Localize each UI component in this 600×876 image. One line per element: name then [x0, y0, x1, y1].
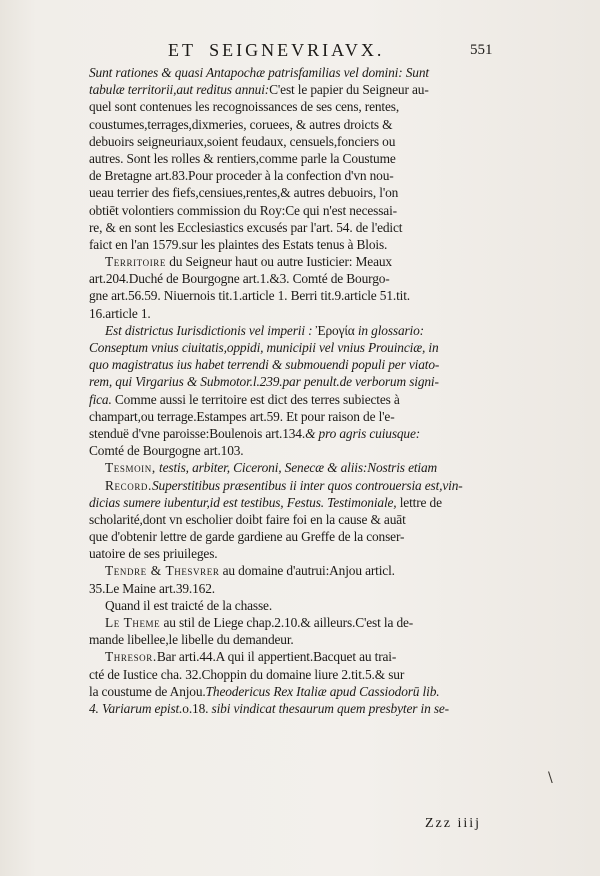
- text-line: [89, 356, 497, 373]
- text-line: [89, 391, 497, 408]
- text-run: o.18.: [182, 700, 209, 716]
- text-line: [89, 116, 497, 133]
- text-line: [89, 373, 497, 390]
- text-run: stenduë d'vne paroisse:Boulenois art.134.: [89, 425, 306, 441]
- text-line: [89, 597, 497, 614]
- text-run: 4. Variarum epist.: [89, 700, 183, 716]
- text-run: Est districtus Iurisdictionis vel imperii :: [105, 322, 316, 338]
- text-run: ueau terrier des fiefs,censiues,rentes,& autres debuoirs, l'on: [89, 185, 399, 201]
- text-run: rem, qui Virgarius & Submotor.l.239.par penult.de verborum signi-: [89, 374, 439, 390]
- text-line: [89, 528, 497, 545]
- page-number: 551: [470, 42, 493, 58]
- text-run: uatoire de ses priuileges.: [89, 546, 218, 562]
- text-run: champart,ou terrage.Estampes art.59. Et pour raison de l'e-: [89, 408, 395, 424]
- text-run: Conseptum vnius ciuitatis,oppidi, municipii vel vnius Prouinciæ, in: [89, 340, 439, 355]
- text-line: [89, 648, 497, 665]
- text-line: [89, 202, 497, 219]
- text-run: de Bretagne art.83.Pour proceder à la confection d'vn nou-: [89, 168, 394, 184]
- text-run: Ἐρογία: [315, 322, 355, 338]
- text-line: [89, 562, 497, 579]
- text-line: [89, 666, 497, 683]
- text-run: que d'obtenir lettre de garde gardiene au Greffe de la conser-: [89, 529, 405, 545]
- signature-mark: Zzz iiij: [425, 816, 482, 831]
- text-line: [89, 511, 497, 528]
- entry-headword: Territoire: [105, 254, 167, 270]
- text-run: Sunt rationes & quasi Antapochæ patrisfamilias vel domini: Sunt: [89, 65, 429, 80]
- running-head: ET SEIGNEVRIAVX.: [168, 40, 385, 60]
- text-line: [89, 700, 497, 717]
- text-run: tabulæ territorii,aut reditus annui:: [89, 82, 270, 98]
- text-run: au stil de Liege chap.2.10.& ailleurs.C'est la de-: [160, 615, 414, 630]
- text-line: [89, 322, 497, 339]
- entry-headword: Tesmoin,: [105, 460, 156, 476]
- text-run: debuoirs seigneuriaux,soient feudaux, censuels,fonciers ou: [89, 133, 396, 149]
- text-line: [89, 631, 497, 648]
- text-run: Bar arti.44.A qui il appertient.Bacquet au trai-: [156, 649, 397, 665]
- text-run: C'est le papier du Seigneur au-: [269, 82, 429, 98]
- text-line: [89, 683, 497, 700]
- entry-headword: Tendre & Thesvrer: [105, 563, 220, 579]
- text-run: faict en l'an 1579.sur les plaintes des Estats tenus à Blois.: [89, 236, 388, 252]
- text-run: re, & en sont les Ecclesiastics excusés par l'art. 54. de l'edict: [89, 219, 403, 235]
- entry-headword: Le Theme: [105, 615, 161, 630]
- text-run: gne art.56.59. Niuernois tit.1.article 1. Berri tit.9.article 51.tit.: [89, 288, 410, 304]
- text-line: [89, 339, 497, 356]
- text-line: [89, 442, 497, 459]
- body-text: [89, 64, 497, 717]
- text-line: [89, 81, 497, 98]
- text-run: autres. Sont les rolles & rentiers,comme parle la Coustume: [89, 150, 396, 166]
- text-line: [89, 150, 497, 167]
- text-line: [89, 614, 497, 631]
- text-line: [89, 545, 497, 562]
- margin-mark: \: [548, 770, 553, 786]
- text-run: au domaine d'autrui:Anjou articl.: [219, 563, 395, 579]
- text-run: du Seigneur haut ou autre Iusticier: Meaux: [166, 254, 392, 270]
- text-run: lettre de: [396, 494, 442, 510]
- text-run: la coustume de Anjou.: [89, 683, 206, 699]
- text-run: 35.Le Maine art.39.162.: [89, 580, 215, 596]
- page-header: [0, 40, 600, 66]
- text-run: obtiēt volontiers commission du Roy:Ce qui n'est necessai-: [89, 202, 397, 218]
- text-run: in glossario:: [354, 322, 424, 338]
- text-line: [89, 184, 497, 201]
- text-line: [89, 408, 497, 425]
- text-run: 16.article 1.: [89, 305, 151, 321]
- text-run: art.204.Duché de Bourgogne art.1.&3. Comté de Bourgo-: [89, 271, 390, 287]
- text-line: [89, 580, 497, 597]
- text-line: [89, 425, 497, 442]
- text-line: [89, 459, 497, 476]
- text-line: [89, 270, 497, 287]
- text-line: [89, 253, 497, 270]
- text-run: scholarité,dont vn escholier doibt faire foi en la cause & auāt: [89, 511, 406, 527]
- text-line: [89, 287, 497, 304]
- text-line: [89, 236, 497, 253]
- text-run: quo magistratus ius habet terrendi & submouendi populi per viato-: [89, 357, 440, 373]
- text-run: & pro agris cuiusque:: [305, 425, 421, 441]
- text-run: cté de Iustice cha. 32.Choppin du domaine liure 2.tit.5.& sur: [89, 666, 405, 682]
- text-run: coustumes,terrages,dixmeries, coruees, & autres droicts &: [89, 116, 393, 132]
- text-run: dicias sumere iubentur,id est testibus, Festus. Testimoniale,: [89, 494, 397, 510]
- text-run: quel sont contenues les recognoissances de ses cens, rentes,: [89, 99, 400, 115]
- text-line: [89, 167, 497, 184]
- text-run: fica.: [89, 391, 112, 407]
- text-run: testis, arbiter, Ciceroni, Senecæ & aliis:Nostris etiam: [155, 460, 438, 476]
- text-line: [89, 219, 497, 236]
- text-run: Comme aussi le territoire est dict des terres subiectes à: [111, 391, 400, 407]
- entry-headword: Thresor.: [105, 649, 157, 665]
- text-run: Superstitibus præsentibus ii inter quos controuersia est,vin-: [151, 477, 463, 493]
- entry-headword: Record.: [105, 477, 152, 493]
- text-run: Comté de Bourgogne art.103.: [89, 443, 244, 459]
- text-run: sibi vindicat thesaurum quem presbyter in se-: [208, 700, 449, 716]
- text-line: [89, 305, 497, 322]
- text-line: [89, 98, 497, 115]
- text-line: [89, 133, 497, 150]
- text-line: [89, 477, 497, 494]
- text-run: mande libellee,le libelle du demandeur.: [89, 632, 294, 648]
- text-run: Quand il est traicté de la chasse.: [105, 597, 273, 613]
- text-line: [89, 64, 497, 81]
- text-run: Theodericus Rex Italiæ apud Cassiodorū lib.: [205, 683, 440, 699]
- text-line: [89, 494, 497, 511]
